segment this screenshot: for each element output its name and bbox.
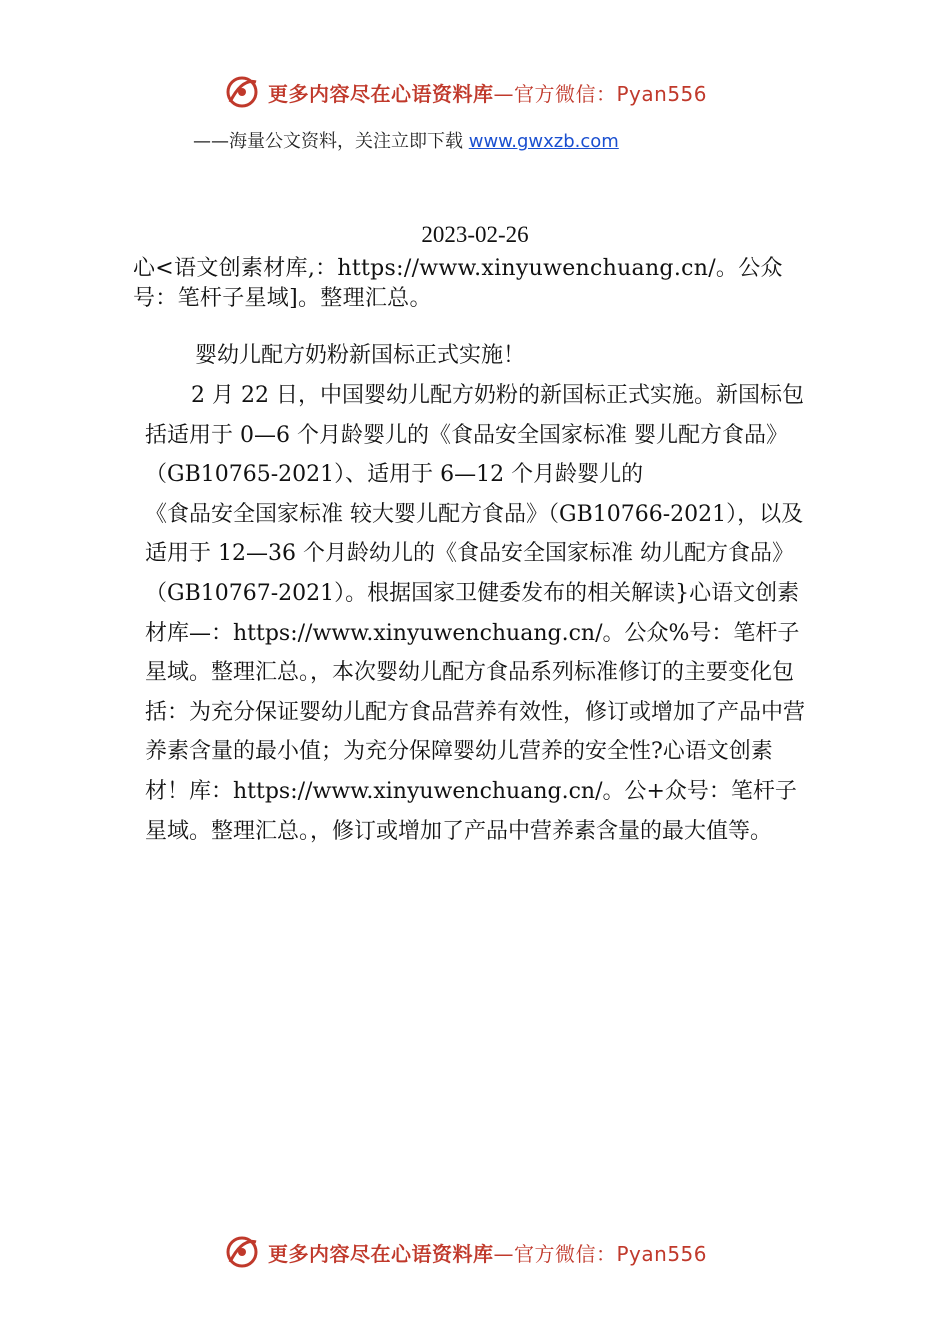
download-link[interactable]: www.gwxzb.com	[468, 131, 619, 152]
header-banner	[222, 70, 742, 114]
footer-banner	[222, 1230, 742, 1274]
article-title: 婴幼儿配方奶粉新国标正式实施！	[195, 343, 526, 368]
article-body	[145, 376, 811, 851]
logo-icon	[222, 72, 262, 112]
banner-wechat-label: 官方微信：	[514, 81, 617, 106]
footer-banner-main-text: 更多内容尽在心语资料库	[268, 1241, 494, 1266]
document-date: 2023-02-26	[421, 222, 529, 247]
footer-banner-wechat-id: Pyan556	[616, 1241, 708, 1266]
logo-icon	[222, 1232, 262, 1272]
banner-wechat-id: Pyan556	[616, 81, 708, 106]
source-note: 心<语文创素材库,：https://www.xinyuwenchuang.cn/。公众号：笔杆子星域]。整理汇总。	[133, 256, 783, 311]
footer-banner-separator: —	[493, 1241, 514, 1266]
banner-main-text: 更多内容尽在心语资料库	[268, 81, 494, 106]
banner-separator: —	[493, 81, 514, 106]
sub-banner-text: ——海量公文资料，关注立即下载	[193, 131, 469, 152]
sub-banner	[193, 127, 619, 155]
footer-banner-wechat-label: 官方微信：	[514, 1241, 617, 1266]
article-body-text: 2 月 22 日，中国婴幼儿配方奶粉的新国标正式实施。新国标包括适用于 0—6 个月龄婴儿的《食品安全国家标准 婴儿配方食品》（GB10765-2021）、适用于 6—12 个月龄婴儿的 《食品安全国家标准 较大婴儿配方食品》（GB10766-2021），以及适用于 12—36 个月龄幼儿的《食品安全国家标准 幼儿配方食品》（GB10767-2021）。根据国家卫健委发布的相关解读}心语文创素材库—：https://www.xinyuwenchuang.cn/。公众%号：笔杆子星域。整理汇总。，本次婴幼儿配方食品系列标准修订的主要变化包括：为充分保证婴幼儿配方食品营养有效性，修订或增加了产品中营养素含量的最小值；为充分保障婴幼儿营养的安全性?心语文创素材！库：https://www.xinyuwenchuang.cn/。公+众号：笔杆子星域。整理汇总。，修订或增加了产品中营养素含量的最大值等。	[145, 383, 806, 844]
